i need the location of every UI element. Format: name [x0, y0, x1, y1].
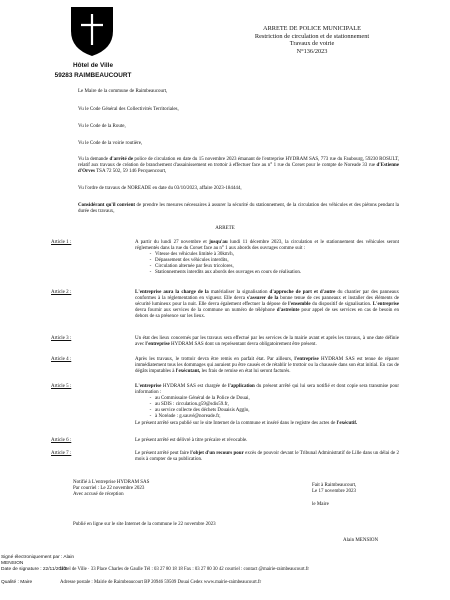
list-item: - à Noréade : g.sauvé@noreade.fr,	[155, 414, 399, 420]
list-item: - Circulation alternée par feux tricolores,	[155, 264, 399, 270]
title-line-3: Travaux de voirie	[289, 40, 335, 48]
city-crest	[69, 5, 115, 57]
article-5-label: Article 5 :	[51, 384, 72, 389]
list-item: - au SDIS : circulation.g59@sdis59.fr,	[155, 402, 399, 408]
footer-postal-line: Adresse postale : Mairie de Raimbeaucourt BP 20946 59509 Douai Cedex www.mairie-raimbeaucourt.fr	[60, 580, 262, 585]
done-date: Le 17 novembre 2023	[312, 489, 357, 495]
city-postcode: 59283 RAIMBEAUCOURT	[54, 72, 132, 79]
e-signature-block	[1, 555, 74, 567]
done-place: Fait à Raimbeaucourt,	[312, 483, 357, 488]
list-item: - au Commissaire Général de la Police de Douai,	[155, 396, 399, 402]
list-item: - Vitesse des véhicules limitée à 30km/h,	[155, 252, 399, 258]
article-7-label: Article 7 :	[51, 451, 72, 456]
article-7-text: Le présent arrêté peut faire l'objet d'un recours pour excès de pouvoir devant le Tribunal Administratif de Lille dans un délai de 2 mois à compter de sa publication.	[135, 451, 400, 463]
e-signature-line-1: Signé électroniquement par : Alain	[1, 555, 75, 560]
article-5-text: L'entreprise HYDRAM SAS est chargée de l'application du présent arrêté qui lui sera notifié et dont copie sera transmise pour information : - au Commissaire Général de la Police de Douai, - au SDIS : circulation.g59@sdis59.fr, - au service collecte des déchets Douaisis Agglo, - à Noréade : g.sauvé@noreade.fr, Le présent arrêté sera publié sur le site Internet de la commune et inséré dans le registre des actes de l'exécutif.	[135, 384, 399, 427]
article-5-list	[135, 396, 399, 420]
notification-line-3: Avec accusé de réception	[73, 492, 124, 498]
article-4-text: Après les travaux, le trottoir devra être remis en parfait état. Par ailleurs, l'entreprise HYDRAM SAS est tenue de réparer immédiatement tous les dommages qui auraient pu être causés et de rétablir le trottoir ou la chaussée dans son état initial. En cas de dégâts imputables à l'exécutant, les frais de remise en état lui seront facturés.	[135, 357, 400, 375]
city-hall-label: Hôtel de Ville	[72, 62, 113, 69]
done-block	[312, 483, 356, 508]
footer-contact-line: Hôtel de Ville · 33 Place Charles de Gaulle Tél : 03 27 80 18 18 Fax : 03 27 80 30 42 courriel : contact @mairie-raimbeaucourt.fr	[60, 567, 309, 572]
article-1-label: Article 1 :	[51, 240, 72, 245]
city-address	[46, 61, 140, 81]
article-3-text: Un état des lieux concernés par les travaux sera effectué par les services de la mairie avant et après les travaux, à une date définie avec l'entreprise HYDRAM SAS dont un représentant devra obligatoirement être présent.	[135, 336, 399, 348]
article-1-text: A partir du lundi 27 novembre et jusqu'au lundi 11 décembre 2023, la circulation et le stationnement des véhicules seront réglementés dans la rue du Corset face au n° 1 aux abords des ouvrages comme suit : - Vitesse des véhicules limitée à 30km/h, - Dépassement des véhicules interdits, - Circulation alternée par feux tricolores, - Stationnements interdits aux abords des ouvrages en cours de réalisation.	[135, 240, 399, 277]
preamble-ordre: Vu l'ordre de travaux de NOREADE en date du 03/10/2023, affaire 2023-184444,	[78, 186, 242, 191]
notification-block	[73, 480, 149, 498]
article-3-label: Article 3 :	[51, 336, 72, 341]
title-line-1: ARRETE DE POLICE MUNICIPALE	[263, 25, 361, 32]
article-1-list	[135, 252, 399, 276]
document-title	[232, 25, 392, 55]
preamble-considerant: Considérant qu'il convient de prendre les mesures nécessaires à assurer la sécurité du stationnement, de la circulation des véhicules et des piétons pendant la durée des travaux,	[78, 203, 400, 215]
notification-line-1: Notifié à L'entreprise HYDRAM SAS	[73, 480, 150, 485]
article-2-label: Article 2 :	[51, 290, 72, 295]
e-signature-line-2: MENSION	[1, 561, 24, 566]
preamble-demande: Vu la demande d'arrêté de police de circulation en date du 15 novembre 2023 émanant de l'entreprise HYDRAM SAS, 773 rue du Faubourg, 59230 ROSULT, relatif aux travaux de création de branchement d'assainissement en trottoir à effectuer face au n° 1 rue du Corset pour le compte de Noreade 33 rue d'Estienne d'Orves TSA 72 502, 59 146 Pecquencourt,	[78, 157, 400, 175]
arrete-heading: ARRETE	[215, 226, 235, 231]
preamble-maire: Le Maire de la commune de Raimbeaucourt,	[78, 89, 168, 94]
title-line-4: N°136/2023	[296, 47, 328, 55]
e-signature-quality: Qualité : Maire	[1, 580, 33, 585]
preamble-vu-route: Vu le Code de la Route,	[78, 124, 126, 129]
article-4-label: Article 4 :	[51, 357, 72, 362]
e-signature-date: Date de signature : 22/11/2023	[1, 567, 67, 572]
list-item: - au service collecte des déchets Douaisis Agglo,	[155, 408, 399, 414]
publication-notice: Publié en ligne sur le site Internet de la commune le 22 novembre 2023	[73, 522, 216, 527]
article-2-text: L'entreprise aura la charge de la matérialiser la signalisation d'approche de part et d'autre du chantier par des panneaux conformes à la réglementation en vigueur. Elle devra s'assurer de la bonne tenue de ces panneaux et installer des éléments de sécurité lumineux pour la nuit. Elle devra également effectuer la dépose de l'ensemble du dispositif de signalisation. L'entreprise devra fournir aux services de la commune un numéro de téléphone d'astreinte pour appel de ses services en cas de besoin en dehors de sa présence sur les lieux.	[135, 290, 400, 320]
article-6-text: Le présent arrêté est délivré à titre précaire et révocable.	[135, 438, 248, 443]
preamble-vu-cgct: Vu le Code Général des Collectivités Territoriales,	[78, 107, 179, 112]
preamble-vu-voirie: Vu le Code de la voirie routière,	[78, 141, 143, 146]
done-maire: le Maire	[312, 502, 329, 508]
title-line-2: Restriction de circulation et de stationnement	[254, 32, 370, 40]
article-6-label: Article 6 :	[51, 438, 72, 443]
notification-line-2: Par courriel : Le 22 novembre 2023	[73, 486, 145, 492]
list-item: - Dépassement des véhicules interdits,	[155, 258, 399, 264]
list-item: - Stationnements interdits aux abords des ouvrages en cours de réalisation.	[155, 270, 399, 276]
signatory-name: Alain MENSION	[343, 538, 379, 543]
